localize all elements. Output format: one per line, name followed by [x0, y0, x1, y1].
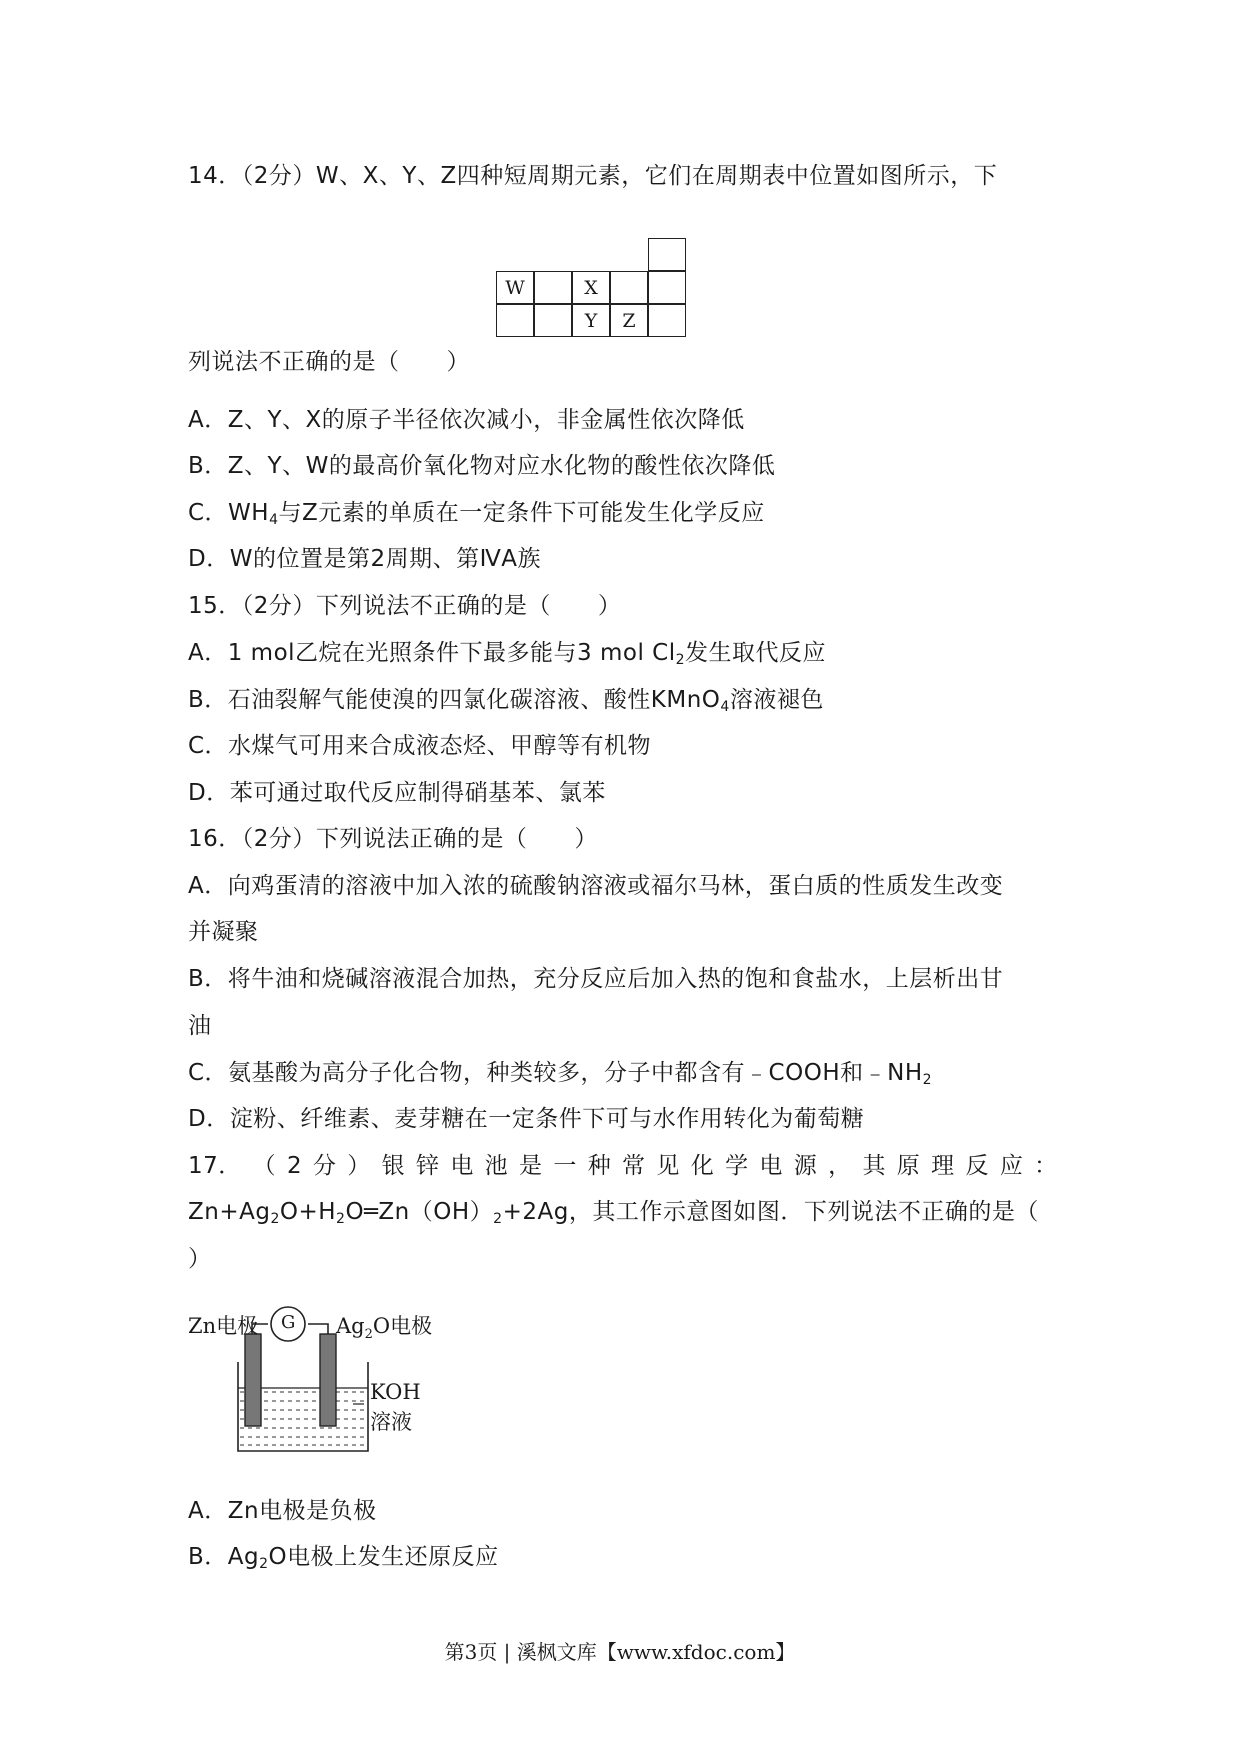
zn-electrode	[245, 1334, 261, 1426]
galvanometer-label: G	[281, 1312, 296, 1333]
q15-option-d: D．苯可通过取代反应制得硝基苯、氯苯	[188, 780, 606, 806]
q17-stem-char: 银	[381, 1153, 406, 1179]
q14-option-a: A．Z、Y、X的原子半径依次减小，非金属性依次降低	[188, 407, 745, 433]
q17-equation-line: $Zn+Ag_2O+H_2O═Zn(OH)_2+2Ag$，其工作示意图如图．下列说法不正确的是（	[188, 1199, 1039, 1227]
q14-stem-line2: 列说法不正确的是（ ）	[188, 349, 470, 375]
q16-option-a-line2: 并凝聚	[188, 919, 259, 945]
q16-option-c: C．氨基酸为高分子化合物，种类较多，分子中都含有﹣COOH和$﹣NH_2$	[188, 1060, 933, 1088]
table-cell-empty	[534, 304, 572, 337]
q17-option-b: B．$Ag_2O$电极上发生还原反应	[188, 1544, 499, 1572]
ag2o-electrode	[320, 1334, 336, 1426]
q17-stem-char: 见	[656, 1153, 680, 1179]
table-cell-w: W	[496, 271, 534, 304]
q16-option-d: D．淀粉、纤维素、麦芽糖在一定条件下可与水作用转化为葡萄糖	[188, 1106, 865, 1132]
q14-option-c: C．$WH_4$与Z元素的单质在一定条件下可能发生化学反应	[188, 500, 765, 528]
table-cell-empty	[610, 271, 648, 304]
solution-label: 溶液	[370, 1410, 412, 1434]
zn-electrode-label: Zn电极	[188, 1314, 259, 1338]
periodic-table-fragment	[496, 266, 696, 370]
table-cell-empty	[648, 238, 686, 271]
q17-stem-char: 其	[862, 1153, 886, 1179]
q17-stem-char: 电	[759, 1153, 783, 1179]
q17-stem-char: ，	[828, 1153, 852, 1179]
q17-stem-char: 反	[965, 1153, 989, 1179]
q17-stem-char: 学	[725, 1153, 749, 1179]
q17-stem-char: 是	[519, 1153, 543, 1179]
q17-stem-char: （	[252, 1153, 277, 1179]
ag2o-electrode-label: $Ag_2O$电极	[336, 1314, 433, 1343]
q17-stem-line3: ）	[188, 1246, 212, 1272]
q16-stem: 16．（2分）下列说法正确的是（ ）	[188, 826, 598, 852]
table-cell-empty	[496, 304, 534, 337]
q17-stem-char: ：	[1034, 1153, 1058, 1179]
q15-stem: 15．（2分）下列说法不正确的是（ ）	[188, 593, 622, 619]
q17-stem-char: 理	[931, 1153, 955, 1179]
q14-option-b: B．Z、Y、W的最高价氧化物对应水化物的酸性依次降低	[188, 453, 776, 479]
q15-option-c: C．水煤气可用来合成液态烃、甲醇等有机物	[188, 733, 652, 759]
q15-option-a: A．1 mol乙烷在光照条件下最多能与3 mol $Cl_2$发生取代反应	[188, 640, 827, 668]
q17-stem-char: 一	[553, 1153, 577, 1179]
q17-stem-char: 源	[793, 1153, 818, 1179]
table-cell-z: Z	[610, 304, 648, 337]
q17-stem-char: 17．	[188, 1153, 242, 1179]
silver-zinc-battery-diagram	[188, 1306, 458, 1466]
q17-stem-char: 2	[286, 1153, 303, 1179]
q17-stem-char: ）	[347, 1153, 371, 1179]
q17-stem-char: 电	[450, 1153, 474, 1179]
table-cell-y: Y	[572, 304, 610, 337]
table-cell-empty	[534, 271, 572, 304]
q17-stem-char: 种	[587, 1153, 612, 1179]
q17-stem-char: 分	[312, 1153, 337, 1179]
q16-option-b-line1: B．将牛油和烧碱溶液混合加热，充分反应后加入热的饱和食盐水，上层析出甘	[188, 966, 1004, 992]
table-cell-empty	[648, 271, 686, 304]
q17-stem-char: 常	[622, 1153, 646, 1179]
q15-option-b: B．石油裂解气能使溴的四氯化碳溶液、酸性KMnO$_4$溶液褪色	[188, 687, 824, 715]
table-cell-x: X	[572, 271, 610, 304]
q17-stem-line1	[188, 1150, 1058, 1182]
q17-option-a: A．Zn电极是负极	[188, 1498, 377, 1524]
q17-stem-char: 应	[999, 1153, 1024, 1179]
q14-option-d: D．W的位置是第2周期、第ⅣA族	[188, 546, 542, 572]
q17-stem-char: 池	[484, 1153, 509, 1179]
page-footer: 第3页 | 溪枫文库【www.xfdoc.com】	[444, 1640, 796, 1664]
q17-stem-char: 化	[690, 1153, 715, 1179]
table-cell-empty	[648, 304, 686, 337]
q14-stem-line1: 14．（2分）W、X、Y、Z四种短周期元素，它们在周期表中位置如图所示，下	[188, 163, 998, 189]
q16-option-b-line2: 油	[188, 1013, 212, 1039]
q17-stem-char: 锌	[415, 1153, 440, 1179]
koh-label: KOH	[370, 1380, 421, 1404]
q17-stem-char: 原	[896, 1153, 921, 1179]
q16-option-a-line1: A．向鸡蛋清的溶液中加入浓的硫酸钠溶液或福尔马林，蛋白质的性质发生改变	[188, 873, 1004, 899]
